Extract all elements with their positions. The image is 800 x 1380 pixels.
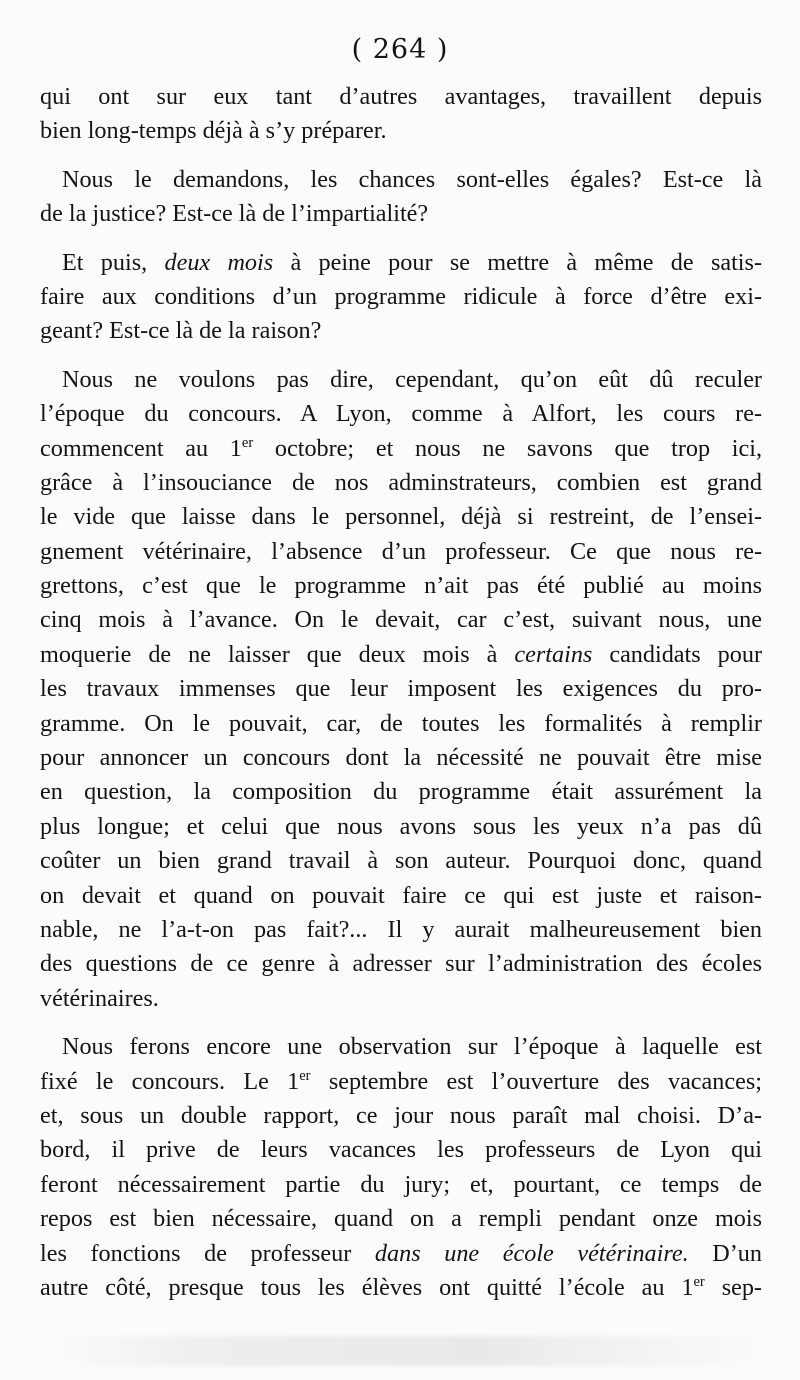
text-run: candidats pour (592, 640, 762, 668)
superscript: er (693, 1273, 705, 1290)
text-line: grettons, c’est que le programme n’ait pas été publié au moins (40, 572, 762, 600)
italic-text: certains (514, 640, 593, 668)
text-line: nable, ne l’a-t-on pas fait?... Il y aurait malheureusement bien (40, 915, 762, 943)
text-run: à peine pour se mettre à même de satis- (273, 248, 762, 276)
text-run: D’un (688, 1239, 762, 1267)
text-line: et, sous un double rapport, ce jour nous paraît mal choisi. D’a- (40, 1101, 762, 1129)
page-number: ( 264 ) (351, 34, 449, 65)
superscript: er (299, 1067, 311, 1084)
text-line: gramme. On le pouvait, car, de toutes les formalités à remplir (40, 709, 762, 737)
text-line: coûter un bien grand travail à son auteur. Pourquoi donc, quand (40, 847, 762, 875)
bleed-through-shadow (60, 1336, 760, 1366)
paragraph-gap (40, 232, 762, 246)
text-line (40, 1271, 762, 1305)
text-run: fixé le concours. Le 1 (40, 1067, 300, 1095)
text-run: sep- (704, 1273, 762, 1301)
text-line (40, 1065, 762, 1099)
text-line: les travaux immenses que leur imposent les exigences du pro- (40, 675, 762, 703)
text-run: autre côté, presque tous les élèves ont quitté l’école au 1 (40, 1273, 694, 1301)
italic-text: deux mois (164, 248, 274, 276)
text-line: de la justice? Est-ce là de l’impartialité? (40, 200, 429, 228)
text-line (40, 638, 762, 672)
text-line (40, 246, 762, 280)
text-line: le vide que laisse dans le personnel, déjà si restreint, de l’ensei- (40, 503, 762, 531)
text-line: repos est bien nécessaire, quand on a rempli pendant onze mois (40, 1205, 762, 1233)
paragraph-gap (40, 1016, 762, 1030)
text-line: feront nécessairement partie du jury; et, pourtant, ce temps de (40, 1170, 762, 1198)
text-line: vétérinaires. (40, 984, 159, 1012)
text-line: gnement vétérinaire, l’absence d’un professeur. Ce que nous re- (40, 537, 762, 565)
text-line: on devait et quand on pouvait faire ce qui est juste et raison- (40, 881, 762, 909)
text-line: Nous ne voulons pas dire, cependant, qu’on eût dû reculer (62, 365, 762, 393)
italic-text: dans une école vétérinaire. (374, 1239, 689, 1267)
superscript: er (241, 434, 254, 451)
text-line (40, 1237, 762, 1271)
text-line: Nous ferons encore une observation sur l’époque à laquelle est (62, 1033, 762, 1061)
text-run: Et puis, (62, 248, 165, 276)
text-run: commencent au 1 (40, 434, 242, 462)
text-line: bien long-temps déjà à s’y préparer. (40, 117, 387, 145)
text-line: des questions de ce genre à adresser sur l’administration des écoles (40, 950, 762, 978)
paragraph-gap (40, 349, 762, 363)
text-line (40, 432, 762, 466)
text-line: grâce à l’insouciance de nos adminstrateurs, combien est grand (40, 468, 762, 496)
text-line: pour annoncer un concours dont la nécessité ne pouvait être mise (40, 744, 762, 772)
text-run: les fonctions de professeur (40, 1239, 375, 1267)
text-line: cinq mois à l’avance. On le devait, car c’est, suivant nous, une (40, 606, 762, 634)
body-text (40, 80, 762, 1305)
text-line: en question, la composition du programme était assurément la (40, 778, 762, 806)
text-line: faire aux conditions d’un programme ridicule à force d’être exi- (40, 282, 762, 310)
text-run: octobre; et nous ne savons que trop ici, (253, 434, 762, 462)
paragraph-gap (40, 149, 762, 163)
text-line: qui ont sur eux tant d’autres avantages, travaillent depuis (40, 83, 762, 110)
text-line: bord, il prive de leurs vacances les professeurs de Lyon qui (40, 1136, 762, 1164)
text-line: geant? Est-ce là de la raison? (40, 317, 322, 345)
text-run: septembre est l’ouverture des vacances; (310, 1067, 762, 1095)
text-run: moquerie de ne laisser que deux mois à (40, 640, 515, 668)
text-line: plus longue; et celui que nous avons sous les yeux n’a pas dû (40, 812, 762, 840)
text-line: Nous le demandons, les chances sont-elles égales? Est-ce là (62, 165, 762, 193)
text-line: l’époque du concours. A Lyon, comme à Alfort, les cours re- (40, 400, 762, 428)
